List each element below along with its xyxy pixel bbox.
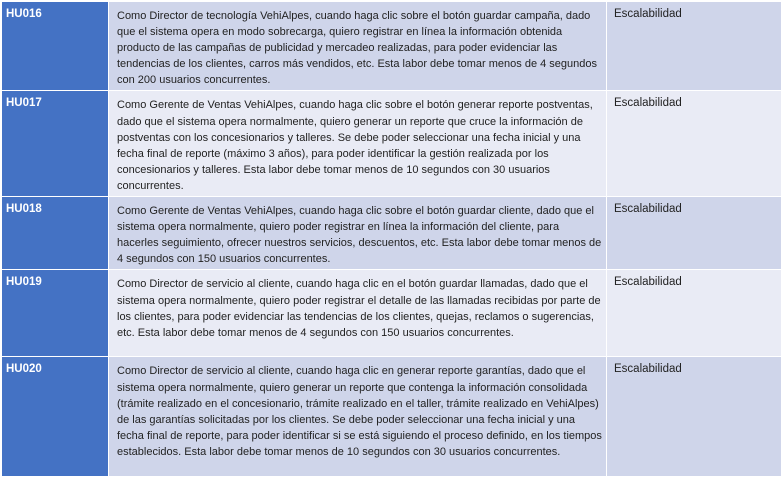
table-row — [2, 357, 782, 477]
story-category: Escalabilidad — [607, 270, 782, 357]
story-description: Como Director de servicio al cliente, cuando haga clic en el botón guardar llamadas, dado que el sistema opera normalmente, quiero poder registrar el detalle de las llamadas recibidas por parte de los clientes, para poder evidenciar las tendencias de los clientes, quejas, reclamos o sugerencias, etc. Esta labor debe tomar menos de 4 segundos con 150 usuarios concurrentes. — [109, 270, 607, 357]
table-row — [2, 270, 782, 357]
story-description: Como Director de tecnología VehiAlpes, cuando haga clic sobre el botón guardar campaña, dado que el sistema opera en modo sobrecarga, quiero registrar en línea la información obtenida producto de las campañas de publicidad y mercadeo realizadas, para poder evidenciar las tendencias de los clientes, carros más vendidos, etc. Esta labor debe tomar menos de 4 segundos con 200 usuarios concurrentes. — [109, 2, 607, 91]
story-category: Escalabilidad — [607, 197, 782, 270]
story-description: Como Gerente de Ventas VehiAlpes, cuando haga clic sobre el botón generar reporte postventas, dado que el sistema opera normalmente, quiero generar un reporte que cruce la información de postventas con los concesionarios y talleres. Se debe poder seleccionar una fecha inicial y una fecha final de reporte (máximo 3 años), para poder identificar la gestión realizada por los concesionarios y talleres. Esta labor debe tomar menos de 10 segundos con 30 usuarios concurrentes. — [109, 91, 607, 197]
story-category: Escalabilidad — [607, 91, 782, 197]
story-id: HU017 — [2, 91, 109, 197]
story-description: Como Gerente de Ventas VehiAlpes, cuando haga clic sobre el botón guardar cliente, dado que el sistema opera normalmente, quiero poder registrar en línea la información del cliente, para hacerles seguimiento, ofrecer nuestros servicios, descuentos, etc. Esta labor debe tomar menos de 4 segundos con 150 usuarios concurrentes. — [109, 197, 607, 270]
table-row — [2, 197, 782, 270]
story-id: HU018 — [2, 197, 109, 270]
table-row — [2, 2, 782, 91]
story-id: HU016 — [2, 2, 109, 91]
story-id: HU020 — [2, 357, 109, 477]
requirements-table — [1, 1, 782, 477]
story-category: Escalabilidad — [607, 357, 782, 477]
story-id: HU019 — [2, 270, 109, 357]
story-category: Escalabilidad — [607, 2, 782, 91]
table-row — [2, 91, 782, 197]
story-description: Como Director de servicio al cliente, cuando haga clic en generar reporte garantías, dado que el sistema opera normalmente, quiero generar un reporte que contenga la información consolidada (trámite realizado en el concesionario, trámite realizado en el taller, trámite realizado en VehiAlpes) de las garantías solicitadas por los clientes. Se debe poder seleccionar una fecha inicial y una fecha final de reporte, para poder identificar si se está siguiendo el proceso definido, en los tiempos establecidos. Esta labor debe tomar menos de 10 segundos con 30 usuarios concurrentes. — [109, 357, 607, 477]
